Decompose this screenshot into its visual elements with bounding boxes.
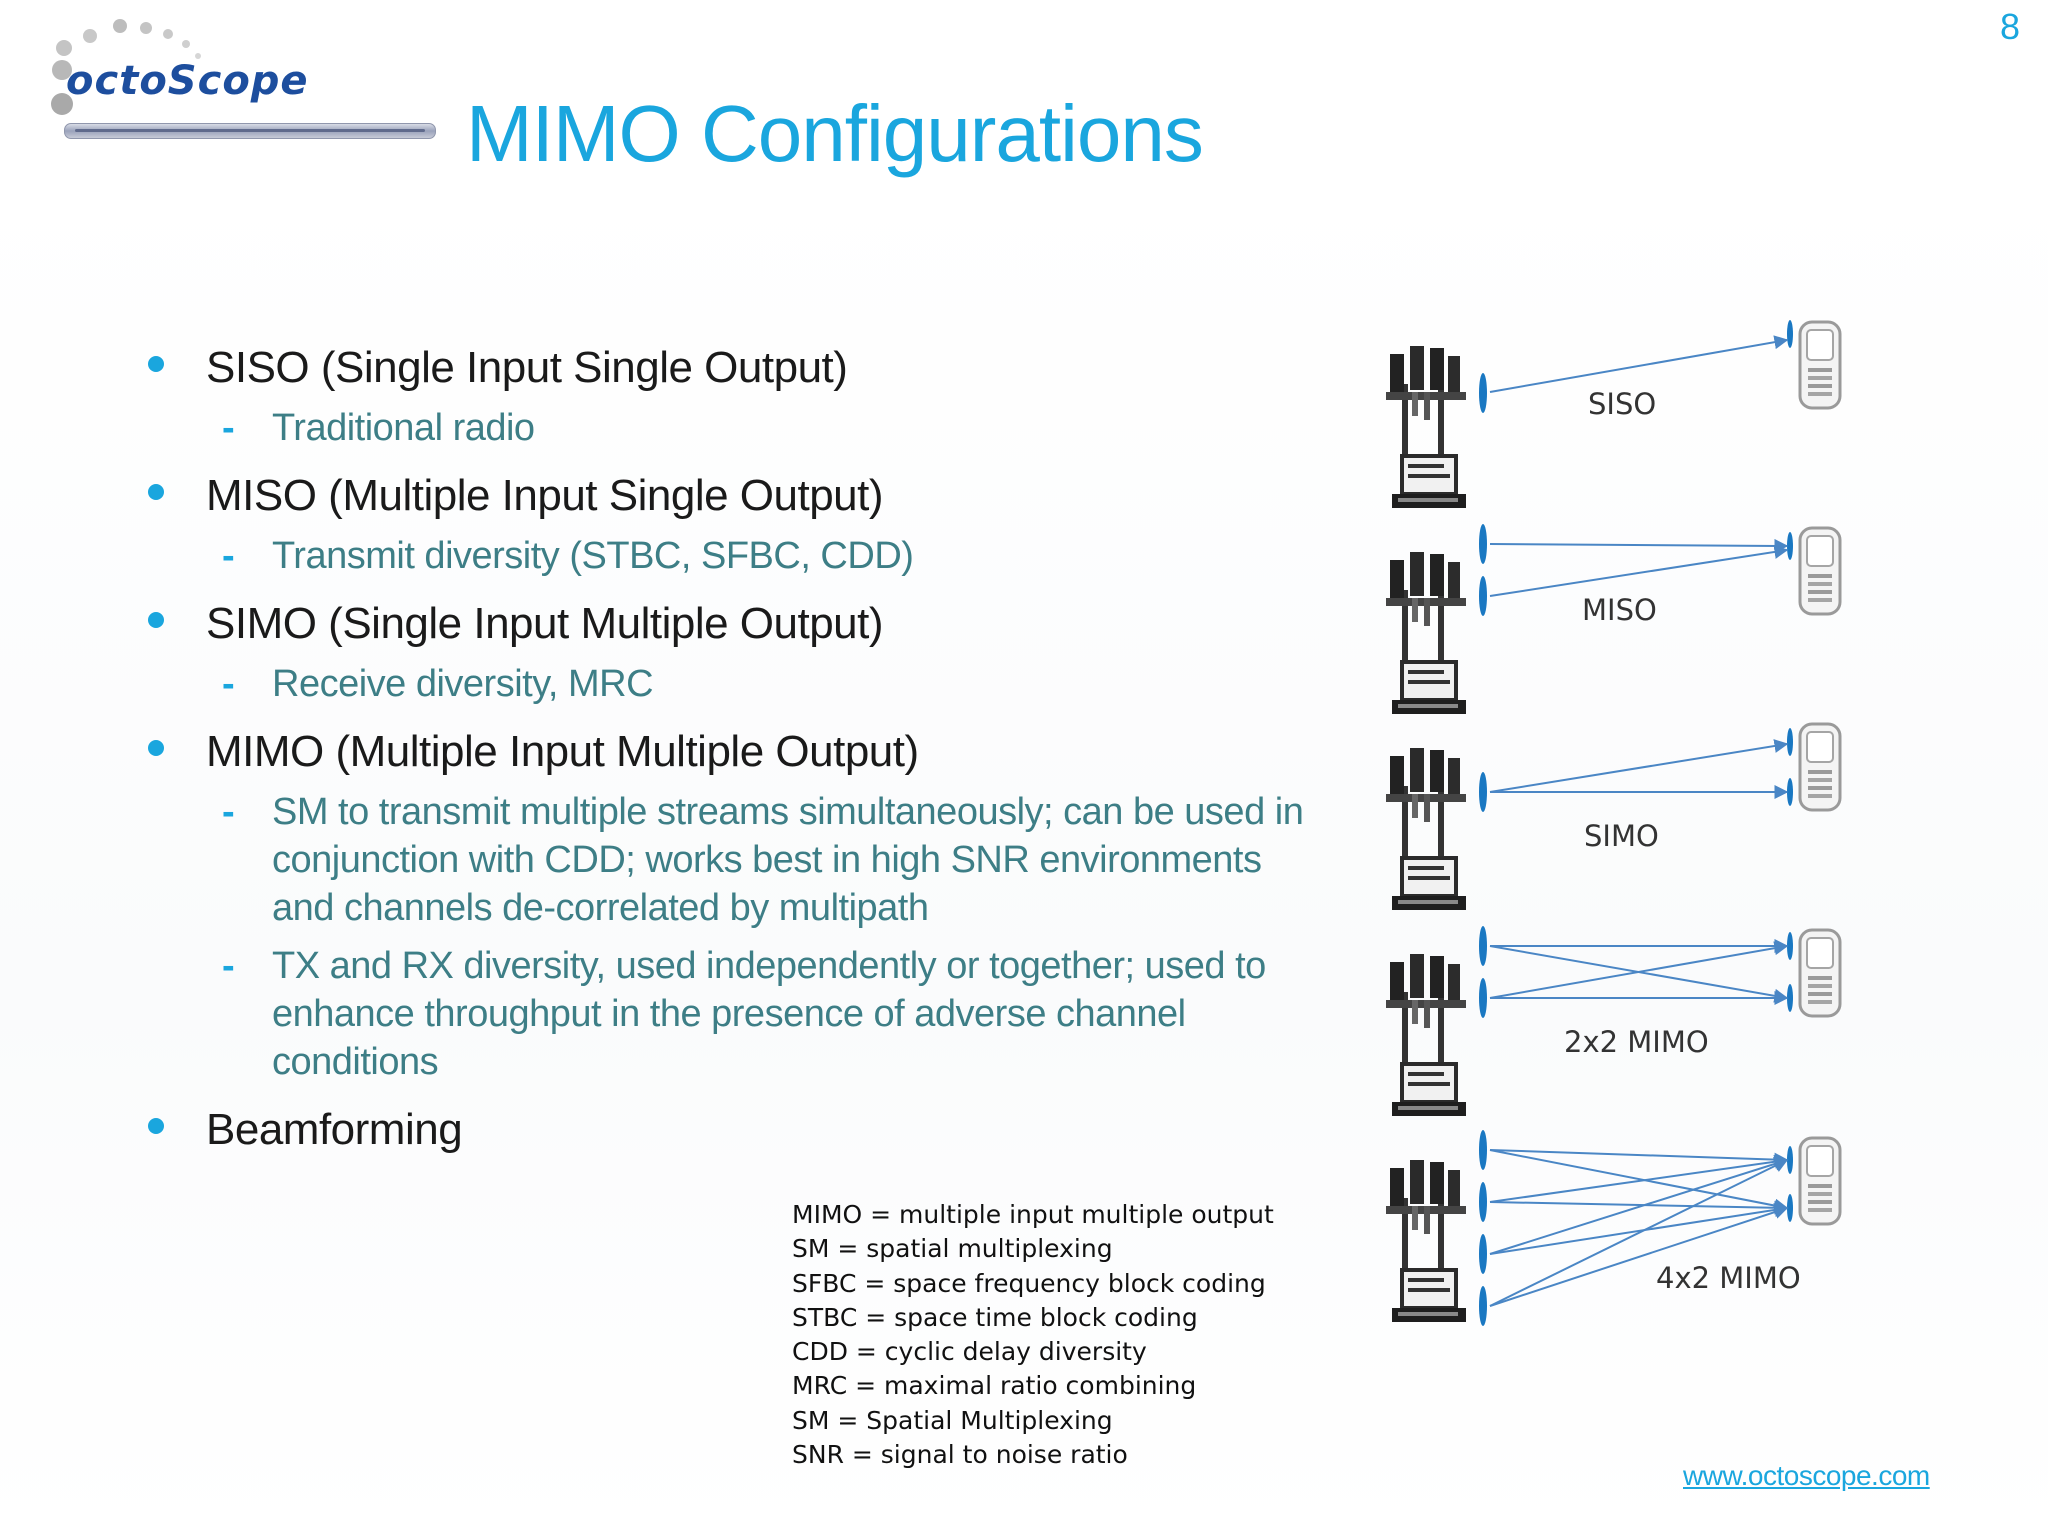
tx-antenna-icon bbox=[1479, 978, 1487, 1018]
simo-diagram bbox=[1386, 724, 1840, 910]
mimo-2x2-diagram bbox=[1386, 926, 1840, 1116]
mimo-4x2-label: 4x2 MIMO bbox=[1656, 1261, 1801, 1295]
signal-path bbox=[1490, 340, 1787, 392]
glossary-item: MIMO = multiple input multiple output bbox=[792, 1200, 1274, 1229]
bullet-list bbox=[140, 340, 1320, 1166]
sub-bullet-text: Receive diversity, MRC bbox=[272, 663, 654, 705]
rx-antenna-icon bbox=[1787, 984, 1793, 1012]
tx-antenna-icon bbox=[1479, 373, 1487, 413]
bullet-dot-icon bbox=[148, 740, 164, 756]
bullet-text: Beamforming bbox=[206, 1105, 463, 1154]
bullet-simo bbox=[140, 596, 1320, 652]
mimo-configuration-diagram bbox=[1360, 300, 1920, 1360]
tx-antenna-icon bbox=[1479, 1130, 1487, 1170]
sub-bullet-text: SM to transmit multiple streams simultaneously; can be used in conjunction with CDD; works best in high SNR environments and channels de-correlated by multipath bbox=[272, 791, 1304, 929]
base-station-icon bbox=[1386, 954, 1466, 1116]
glossary-item: SM = spatial multiplexing bbox=[792, 1234, 1113, 1264]
glossary-item: SFBC = space frequency block coding bbox=[792, 1268, 1266, 1298]
rx-antenna-icon bbox=[1787, 778, 1793, 806]
phone-icon bbox=[1800, 724, 1840, 810]
mimo-2x2-label: 2x2 MIMO bbox=[1564, 1025, 1709, 1059]
rx-antenna-icon bbox=[1787, 532, 1793, 560]
dash-icon: - bbox=[222, 663, 235, 705]
sub-bullet-mimo-sm bbox=[140, 788, 1332, 932]
phone-icon bbox=[1800, 930, 1840, 1016]
base-station-icon bbox=[1386, 748, 1466, 910]
sub-bullet-miso bbox=[140, 532, 1320, 580]
glossary-item: SM = Spatial Multiplexing bbox=[792, 1405, 1113, 1435]
miso-diagram bbox=[1386, 524, 1840, 714]
base-station-icon bbox=[1386, 1160, 1466, 1322]
miso-label: MISO bbox=[1582, 593, 1657, 627]
dash-icon: - bbox=[222, 791, 235, 833]
bullet-text: MIMO (Multiple Input Multiple Output) bbox=[206, 727, 919, 776]
simo-label: SIMO bbox=[1584, 819, 1659, 853]
dash-icon: - bbox=[222, 407, 235, 449]
bullet-dot-icon bbox=[148, 1118, 164, 1134]
bullet-beamforming bbox=[140, 1102, 1320, 1158]
glossary-item: STBC = space time block coding bbox=[792, 1302, 1198, 1332]
tx-antenna-icon bbox=[1479, 926, 1487, 966]
dash-icon: - bbox=[222, 945, 235, 987]
sub-bullet-siso bbox=[140, 404, 1320, 452]
tx-antenna-icon bbox=[1479, 1234, 1487, 1274]
base-station-icon bbox=[1386, 346, 1466, 508]
bullet-dot-icon bbox=[148, 484, 164, 500]
siso-diagram bbox=[1386, 320, 1840, 508]
tx-antenna-icon bbox=[1479, 1286, 1487, 1326]
phone-icon bbox=[1800, 1138, 1840, 1224]
page-number: 8 bbox=[2000, 6, 2021, 47]
signal-path bbox=[1490, 550, 1787, 596]
base-station-icon bbox=[1386, 552, 1466, 714]
glossary-item: SNR = signal to noise ratio bbox=[792, 1440, 1128, 1470]
bullet-text: SISO (Single Input Single Output) bbox=[206, 343, 848, 392]
bullet-dot-icon bbox=[148, 612, 164, 628]
tx-antenna-icon bbox=[1479, 576, 1487, 616]
website-link[interactable]: www.octoscope.com bbox=[1683, 1460, 1930, 1491]
tx-antenna-icon bbox=[1479, 524, 1487, 564]
tx-antenna-icon bbox=[1479, 1182, 1487, 1222]
signal-path bbox=[1490, 1208, 1787, 1254]
phone-icon bbox=[1800, 322, 1840, 408]
glossary-item: MRC = maximal ratio combining bbox=[792, 1371, 1197, 1401]
glossary bbox=[792, 1198, 1274, 1472]
bullet-dot-icon bbox=[148, 356, 164, 372]
logo-bar bbox=[64, 123, 436, 139]
rx-antenna-icon bbox=[1787, 320, 1793, 348]
bullet-siso bbox=[140, 340, 1320, 396]
slide-title: MIMO Configurations bbox=[466, 89, 1203, 178]
dash-icon: - bbox=[222, 535, 235, 577]
siso-label: SISO bbox=[1588, 387, 1657, 421]
rx-antenna-icon bbox=[1787, 1194, 1793, 1222]
phone-icon bbox=[1800, 528, 1840, 614]
rx-antenna-icon bbox=[1787, 1146, 1793, 1174]
sub-bullet-text: Transmit diversity (STBC, SFBC, CDD) bbox=[272, 535, 914, 577]
sub-bullet-mimo-diversity bbox=[140, 942, 1332, 1086]
bullet-text: SIMO (Single Input Multiple Output) bbox=[206, 599, 884, 648]
bullet-text: MISO (Multiple Input Single Output) bbox=[206, 471, 884, 520]
tx-antenna-icon bbox=[1479, 772, 1487, 812]
octoscope-logo bbox=[28, 8, 448, 148]
mimo-4x2-diagram bbox=[1386, 1130, 1840, 1326]
rx-antenna-icon bbox=[1787, 728, 1793, 756]
glossary-item: CDD = cyclic delay diversity bbox=[792, 1337, 1147, 1367]
rx-antenna-icon bbox=[1787, 932, 1793, 960]
signal-path bbox=[1490, 744, 1787, 792]
signal-path bbox=[1490, 544, 1787, 546]
sub-bullet-simo bbox=[140, 660, 1320, 708]
bullet-miso bbox=[140, 468, 1320, 524]
sub-bullet-text: Traditional radio bbox=[272, 407, 535, 449]
logo-brand-text: octoScope bbox=[66, 58, 309, 104]
sub-bullet-text: TX and RX diversity, used independently or together; used to enhance throughput in the presence of adverse channel conditions bbox=[272, 945, 1266, 1083]
bullet-mimo bbox=[140, 724, 1320, 780]
